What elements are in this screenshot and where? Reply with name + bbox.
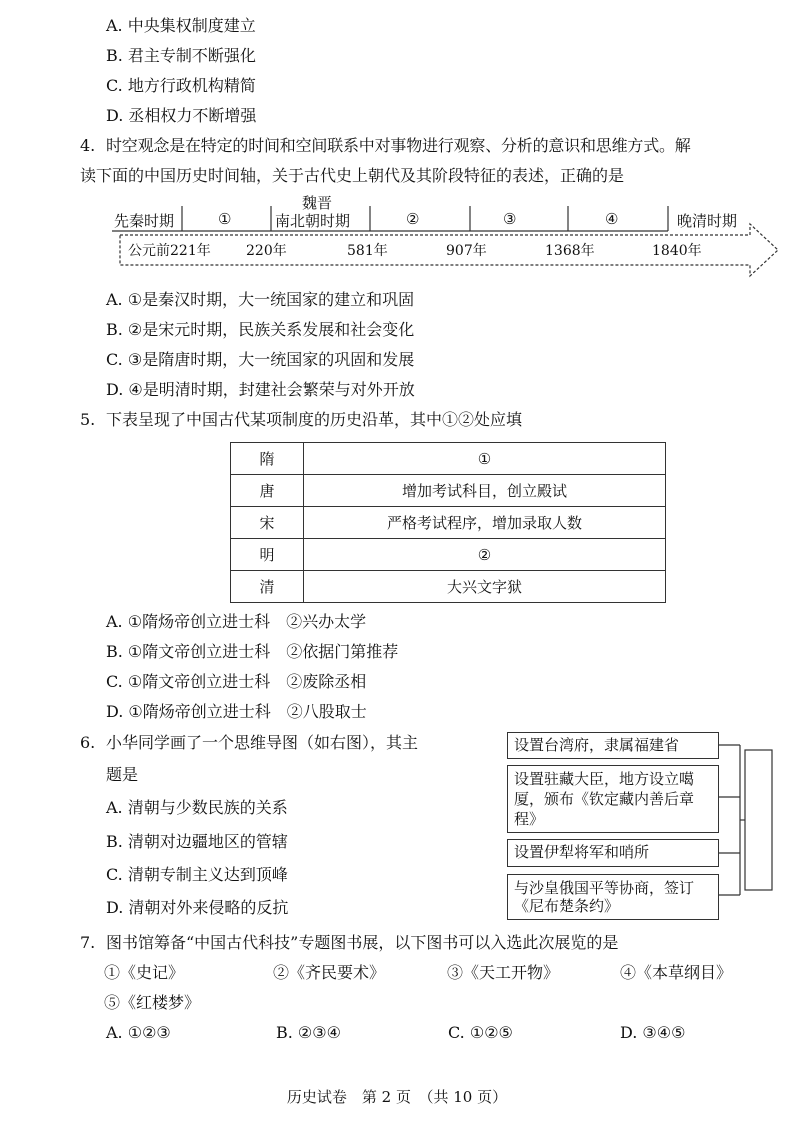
table-content-cell: 大兴文字狱: [304, 571, 666, 603]
table-content-cell: 严格考试程序，增加录取人数: [304, 507, 666, 539]
timeline-year-1840: 1840年: [652, 243, 702, 259]
q3-option-a: A. 中央集权制度建立: [106, 16, 256, 35]
table-content-cell: ②: [304, 539, 666, 571]
q4-option-b: B. ②是宋元时期，民族关系发展和社会变化: [106, 320, 415, 339]
table-dynasty-cell: 明: [231, 539, 304, 571]
q5-number: 5.: [80, 410, 96, 429]
q7-option-b: B. ②③④: [276, 1023, 341, 1042]
q7-number: 7.: [80, 933, 96, 952]
q7-option-a: A. ①②③: [106, 1023, 171, 1042]
q7-book-3: ③《天工开物》: [447, 963, 560, 982]
q4-number: 4.: [80, 136, 96, 155]
timeline-year-907: 907年: [446, 243, 487, 259]
q6-stem-line2: 题是: [106, 765, 139, 784]
mindmap-box-yili: 设置伊犁将军和哨所: [507, 839, 719, 867]
q3-option-d: D. 丞相权力不断增强: [106, 106, 257, 125]
q5-option-d: D. ①隋炀帝创立进士科 ②八股取士: [106, 702, 367, 721]
q4-stem-line1: 时空观念是在特定的时间和空间联系中对事物进行观察、分析的意识和思维方式。解: [106, 136, 691, 155]
timeline-period-pre-qin: 先秦时期: [114, 212, 175, 230]
table-content-cell: 增加考试科目，创立殿试: [304, 475, 666, 507]
timeline-period-nanbei: 南北朝时期: [275, 212, 351, 230]
q5-stem: 下表呈现了中国古代某项制度的历史沿革，其中①②处应填: [106, 410, 523, 429]
q6-option-c: C. 清朝专制主义达到顶峰: [106, 865, 288, 884]
timeline-period-wei-jin: 魏晋: [302, 194, 333, 212]
mindmap-box-tibet: 设置驻藏大臣，地方设立噶厦，颁布《钦定藏内善后章程》: [507, 765, 719, 833]
q6-option-d: D. 清朝对外来侵略的反抗: [106, 898, 289, 917]
timeline-period-3: ③: [503, 210, 517, 228]
timeline-period-late-qing: 晚清时期: [677, 212, 738, 230]
timeline-period-2: ②: [406, 210, 420, 228]
q7-stem: 图书馆筹备“中国古代科技”专题图书展，以下图书可以入选此次展览的是: [106, 933, 619, 952]
q5-option-b: B. ①隋文帝创立进士科 ②依据门第推荐: [106, 642, 399, 661]
mindmap-box-taiwan: 设置台湾府，隶属福建省: [507, 732, 719, 759]
q7-book-1: ①《史记》: [104, 963, 185, 982]
q7-option-d: D. ③④⑤: [620, 1023, 686, 1042]
timeline-year-221bc: 公元前221年: [128, 243, 211, 259]
q4-option-d: D. ④是明清时期，封建社会繁荣与对外开放: [106, 380, 415, 399]
table-content-cell: ①: [304, 443, 666, 475]
q6-stem-line1: 小华同学画了一个思维导图（如右图），其主: [106, 733, 419, 752]
q5-option-c: C. ①隋文帝创立进士科 ②废除丞相: [106, 672, 367, 691]
table-dynasty-cell: 宋: [231, 507, 304, 539]
q6-number: 6.: [80, 733, 96, 752]
q7-book-2: ②《齐民要术》: [273, 963, 386, 982]
q7-book-4: ④《本草纲目》: [620, 963, 733, 982]
q4-stem-line2: 读下面的中国历史时间轴，关于古代史上朝代及其阶段特征的表述，正确的是: [80, 166, 625, 185]
q4-option-c: C. ③是隋唐时期，大一统国家的巩固和发展: [106, 350, 415, 369]
q5-option-a: A. ①隋炀帝创立进士科 ②兴办太学: [106, 612, 367, 631]
table-dynasty-cell: 唐: [231, 475, 304, 507]
table-dynasty-cell: 清: [231, 571, 304, 603]
timeline-period-4: ④: [605, 210, 619, 228]
timeline-year-581: 581年: [347, 243, 388, 259]
timeline-period-1: ①: [218, 210, 232, 228]
q7-option-c: C. ①②⑤: [448, 1023, 513, 1042]
q7-book-5: ⑤《红楼梦》: [104, 993, 201, 1012]
page-footer: 历史试卷 第 2 页 （共 10 页）: [286, 1088, 508, 1106]
q4-option-a: A. ①是秦汉时期，大一统国家的建立和巩固: [106, 290, 415, 309]
table-dynasty-cell: 隋: [231, 443, 304, 475]
q3-option-c: C. 地方行政机构精简: [106, 76, 256, 95]
timeline-year-220: 220年: [246, 243, 287, 259]
q6-option-a: A. 清朝与少数民族的关系: [106, 798, 288, 817]
timeline-year-1368: 1368年: [545, 243, 595, 259]
q6-option-b: B. 清朝对边疆地区的管辖: [106, 832, 288, 851]
q3-option-b: B. 君主专制不断强化: [106, 46, 256, 65]
mindmap-box-nerchinsk: 与沙皇俄国平等协商，签订《尼布楚条约》: [507, 874, 719, 920]
mindmap-theme-blank: [746, 751, 771, 889]
